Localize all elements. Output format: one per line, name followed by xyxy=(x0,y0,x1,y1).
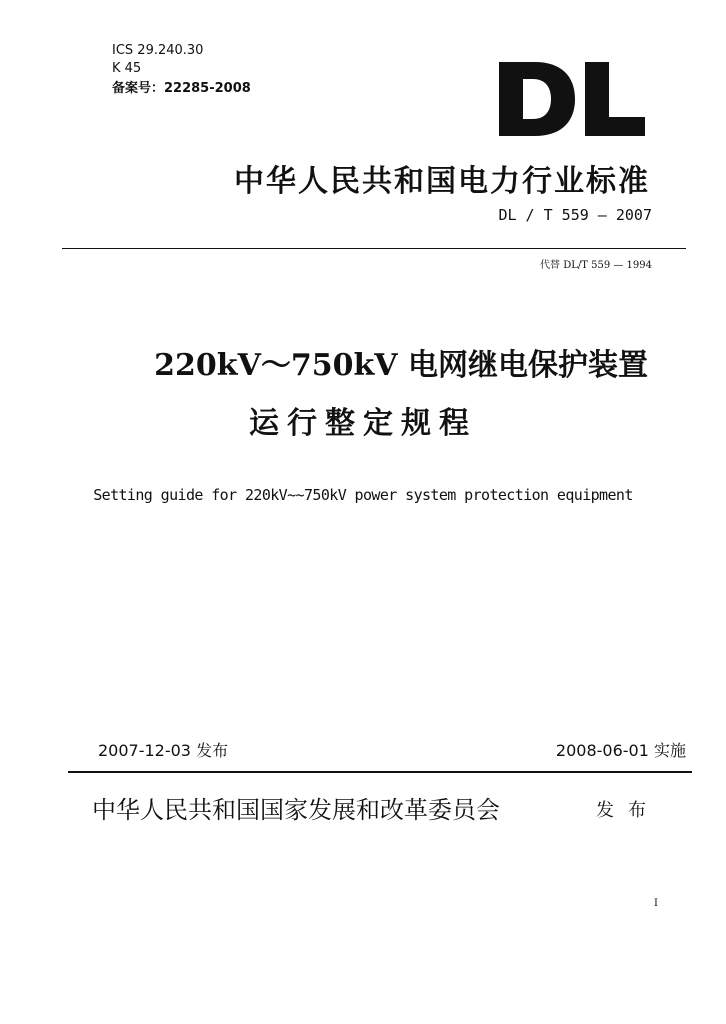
dl-logo xyxy=(497,62,647,136)
standard-code: DL / T 559 — 2007 xyxy=(498,206,652,224)
record-number: 备案号：22285-2008 xyxy=(112,81,251,96)
document-title-line-1: 220kV～750kV 电网继电保护装置 xyxy=(154,348,648,383)
implementation-date: 2008-06-01 实施 xyxy=(555,741,686,760)
issue-date: 2007-12-03 发布 xyxy=(98,741,229,760)
english-title: Setting guide for 220kV~~750kV power system protection equipment xyxy=(93,486,633,504)
standard-title: 中华人民共和国电力行业标准 xyxy=(234,164,650,199)
document-title-line-2: 运行整定规程 xyxy=(249,406,477,441)
bottom-divider xyxy=(68,771,692,773)
classification-code: K 45 xyxy=(112,61,142,76)
top-divider xyxy=(62,248,686,249)
replaces-note: 代替 DL/T 559 — 1994 xyxy=(540,260,652,271)
issued-label: 发布 xyxy=(596,800,660,821)
ics-code: ICS 29.240.30 xyxy=(112,43,204,58)
page-number: I xyxy=(654,898,658,909)
issuing-authority: 中华人民共和国国家发展和改革委员会 xyxy=(92,796,500,824)
